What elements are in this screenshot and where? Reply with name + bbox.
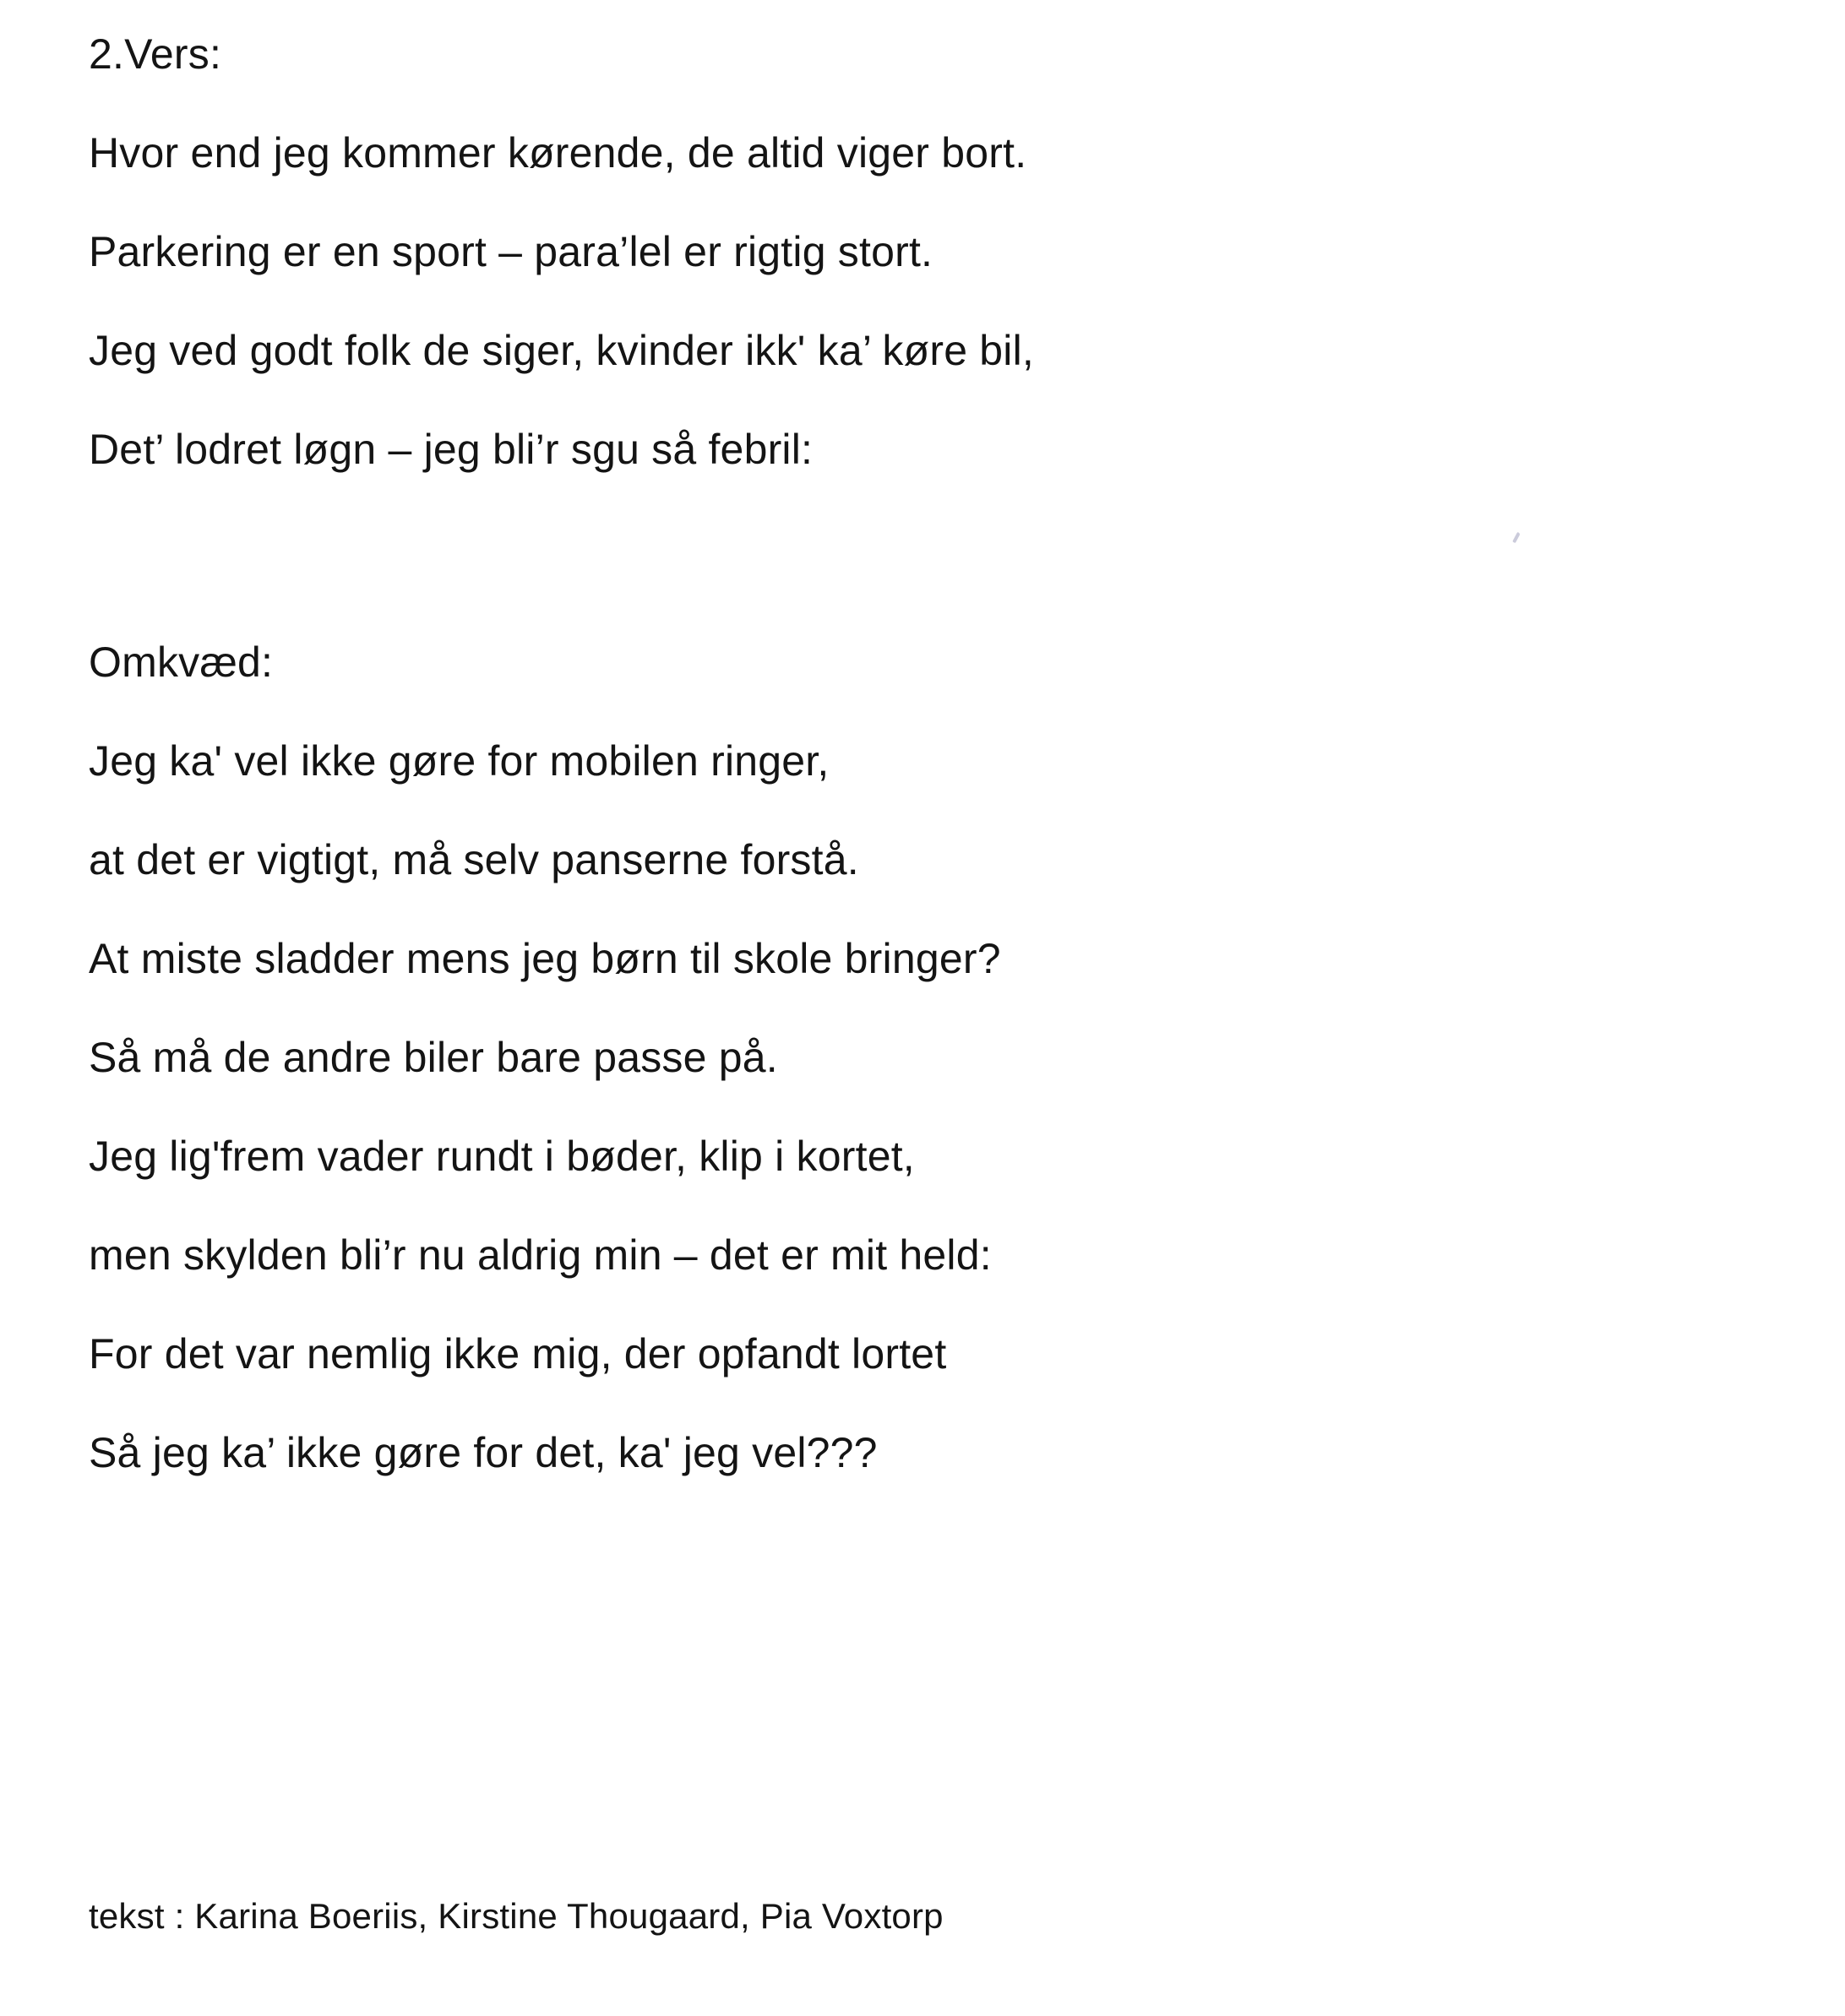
chorus-line: at det er vigtigt, må selv panserne forstå. <box>89 836 859 883</box>
credit-line: tekst : Karina Boeriis, Kirstine Thougaard, Pia Voxtorp <box>89 1896 944 1936</box>
chorus-line: Så jeg ka’ ikke gøre for det, ka' jeg vel??? <box>89 1429 878 1476</box>
chorus-heading: Omkvæd: <box>89 638 274 686</box>
chorus-line: Jeg ka' vel ikke gøre for mobilen ringer, <box>89 737 830 785</box>
scan-smudge <box>1512 532 1521 543</box>
chorus-line: At miste sladder mens jeg børn til skole bringer? <box>89 935 1001 982</box>
chorus-line: Så må de andre biler bare passe på. <box>89 1034 778 1081</box>
verse-line: Hvor end jeg kommer kørende, de altid viger bort. <box>89 129 1027 177</box>
verse-line: Det’ lodret løgn – jeg bli’r sgu så febril: <box>89 426 814 473</box>
verse-heading: 2.Vers: <box>89 30 222 78</box>
chorus-line: For det var nemlig ikke mig, der opfandt lortet <box>89 1330 947 1378</box>
chorus-line: men skylden bli’r nu aldrig min – det er mit held: <box>89 1231 992 1279</box>
verse-line: Parkering er en sport – para’lel er rigtig stort. <box>89 228 933 275</box>
verse-line: Jeg ved godt folk de siger, kvinder ikk' ka’ køre bil, <box>89 327 1035 374</box>
chorus-line: Jeg lig'frem vader rundt i bøder, klip i kortet, <box>89 1133 915 1180</box>
